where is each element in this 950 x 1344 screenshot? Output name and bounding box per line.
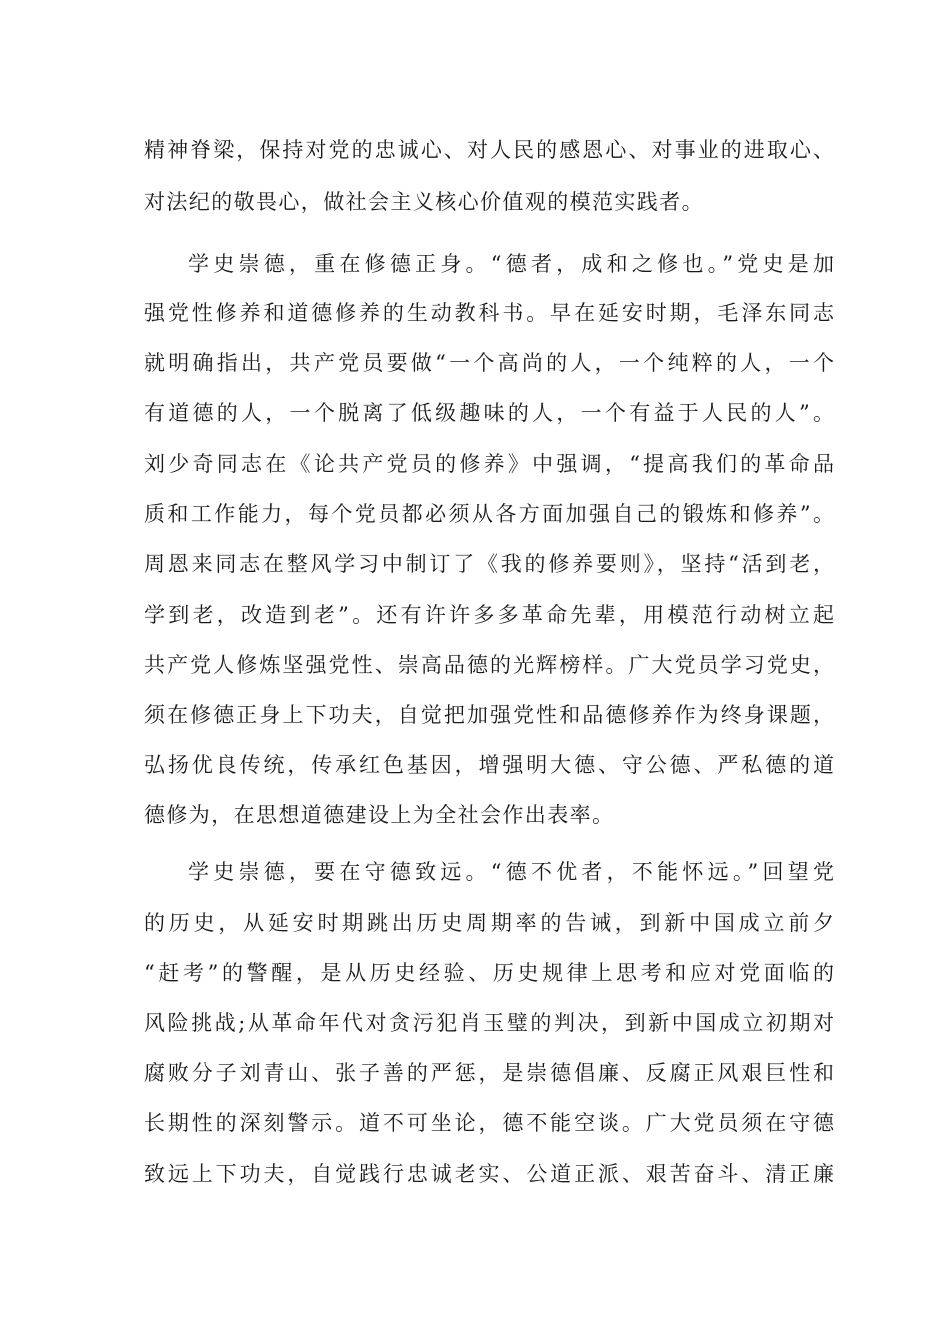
body-line-11: 共产党人修炼坚强党性、崇高品德的光辉榜样。广大党员学习党史， — [144, 653, 834, 677]
body-line-10: 学到老，改造到老”。还有许许多多革命先辈，用模范行动树立起 — [144, 603, 834, 627]
body-line-18: 风险挑战;从革命年代对贪污犯肖玉璧的判决，到新中国成立初期对 — [144, 1011, 834, 1035]
body-line-13: 弘扬优良传统，传承红色基因，增强明大德、守公德、严私德的道 — [144, 753, 834, 777]
body-line-7: 刘少奇同志在《论共产党员的修养》中强调，“提高我们的革命品 — [144, 452, 834, 476]
body-line-16: 的历史，从延安时期跳出历史周期率的告诫，到新中国成立前夕 — [144, 911, 834, 935]
paragraph-start-line: 学史崇德，重在修德正身。“德者，成和之修也。”党史是加 — [188, 252, 834, 276]
body-line-19: 腐败分子刘青山、张子善的严惩，是崇德倡廉、反腐正风艰巨性和 — [144, 1061, 834, 1085]
body-line-9: 周恩来同志在整风学习中制订了《我的修养要则》，坚持“活到老， — [144, 552, 834, 576]
body-line-6: 有道德的人，一个脱离了低级趣味的人，一个有益于人民的人”。 — [144, 401, 834, 425]
body-line-8: 质和工作能力，每个党员都必须从各方面加强自己的锻炼和修养”。 — [144, 502, 834, 526]
body-line-20: 长期性的深刻警示。道不可坐论，德不能空谈。广大党员须在守德 — [144, 1111, 834, 1135]
body-line-17: “赶考”的警醒，是从历史经验、历史规律上思考和应对党面临的 — [144, 961, 834, 985]
body-line-14: 德修为，在思想道德建设上为全社会作出表率。 — [144, 803, 615, 827]
body-line-1: 精神脊梁，保持对党的忠诚心、对人民的感恩心、对事业的进取心、 — [144, 138, 834, 162]
body-line-12: 须在修德正身上下功夫，自觉把加强党性和品德修养作为终身课题， — [144, 703, 834, 727]
body-line-21: 致远上下功夫，自觉践行忠诚老实、公道正派、艰苦奋斗、清正廉 — [144, 1162, 834, 1186]
body-line-2: 对法纪的敬畏心，做社会主义核心价值观的模范实践者。 — [144, 190, 704, 214]
body-line-5: 就明确指出，共产党员要做“一个高尚的人，一个纯粹的人，一个 — [144, 351, 834, 375]
paragraph-start-line: 学史崇德，要在守德致远。“德不优者，不能怀远。”回望党 — [188, 860, 834, 884]
body-line-4: 强党性修养和道德修养的生动教科书。早在延安时期，毛泽东同志 — [144, 301, 834, 325]
